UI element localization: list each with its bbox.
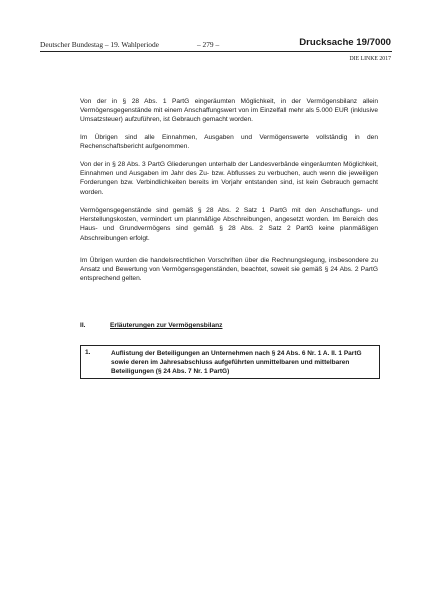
party-year-label: DIE LINKE 2017 — [349, 56, 391, 62]
paragraph: Im Übrigen wurden die handelsrechtlichen Vorschriften über die Rechnungslegung, insbesondere zu Ansatz und Bewertung von Vermögensgegenständen, beachtet, soweit sie gemäß § 24 Abs. 2 PartG entsprechend gelten. — [80, 257, 378, 283]
paragraph: Von der in § 28 Abs. 1 PartG eingeräumten Möglichkeit, in der Vermögensbilanz allein Vermögensgegenstände mit einem Anschaffungswert von im Einzelfall mehr als 5.000 EUR (inklusive Umsatzsteuer) aufzuführen, ist Gebrauch gemacht worden. — [80, 98, 378, 124]
running-header-left: Deutscher Bundestag – 19. Wahlperiode — [40, 40, 159, 49]
paragraph: Im Übrigen sind alle Einnahmen, Ausgaben und Vermögenswerte vollständig in den Rechenschaftsbericht aufgenommen. — [80, 134, 378, 151]
item-heading-box — [80, 345, 380, 379]
document-number-value: 7000 — [369, 37, 391, 48]
document-number-prefix: Drucksache 19/ — [299, 37, 370, 48]
section-heading: Erläuterungen zur Vermögensbilanz — [110, 322, 223, 329]
section-number: II. — [80, 322, 86, 329]
paragraph: Von der in § 28 Abs. 3 PartG Gliederungen unterhalb der Landesverbände eingeräumten Möglichkeit, Einnahmen und Ausgaben im Jahr des Zu- bzw. Abflusses zu verbuchen, auch wenn die jeweiligen Forderungen bzw. Verbindlichkeiten bereits im Vorjahr entstanden sind, ist kein Gebrauch gemacht worden. — [80, 161, 378, 196]
page-number: – 279 – — [197, 40, 220, 49]
item-number: 1. — [85, 349, 91, 356]
header-rule — [40, 51, 392, 52]
paragraph: Vermögensgegenstände sind gemäß § 28 Abs. 2 Satz 1 PartG mit den Anschaffungs- und Herstellungskosten, vermindert um planmäßige Abschreibungen, angesetzt worden. Im Bereich des Haus- und Grundvermögens sind gemäß § 28 Abs. 2 Satz 2 PartG keine planmäßigen Abschreibungen erfolgt. — [80, 207, 378, 242]
document-number — [299, 37, 391, 48]
item-heading-text: Auflistung der Beteiligungen an Unternehmen nach § 24 Abs. 6 Nr. 1 A. II. 1 PartG sowie deren im Jahresabschluss aufgeführten unmittelbaren und mittelbaren Beteiligungen (§ 24 Abs. 7 Nr. 1 PartG) — [111, 350, 362, 376]
